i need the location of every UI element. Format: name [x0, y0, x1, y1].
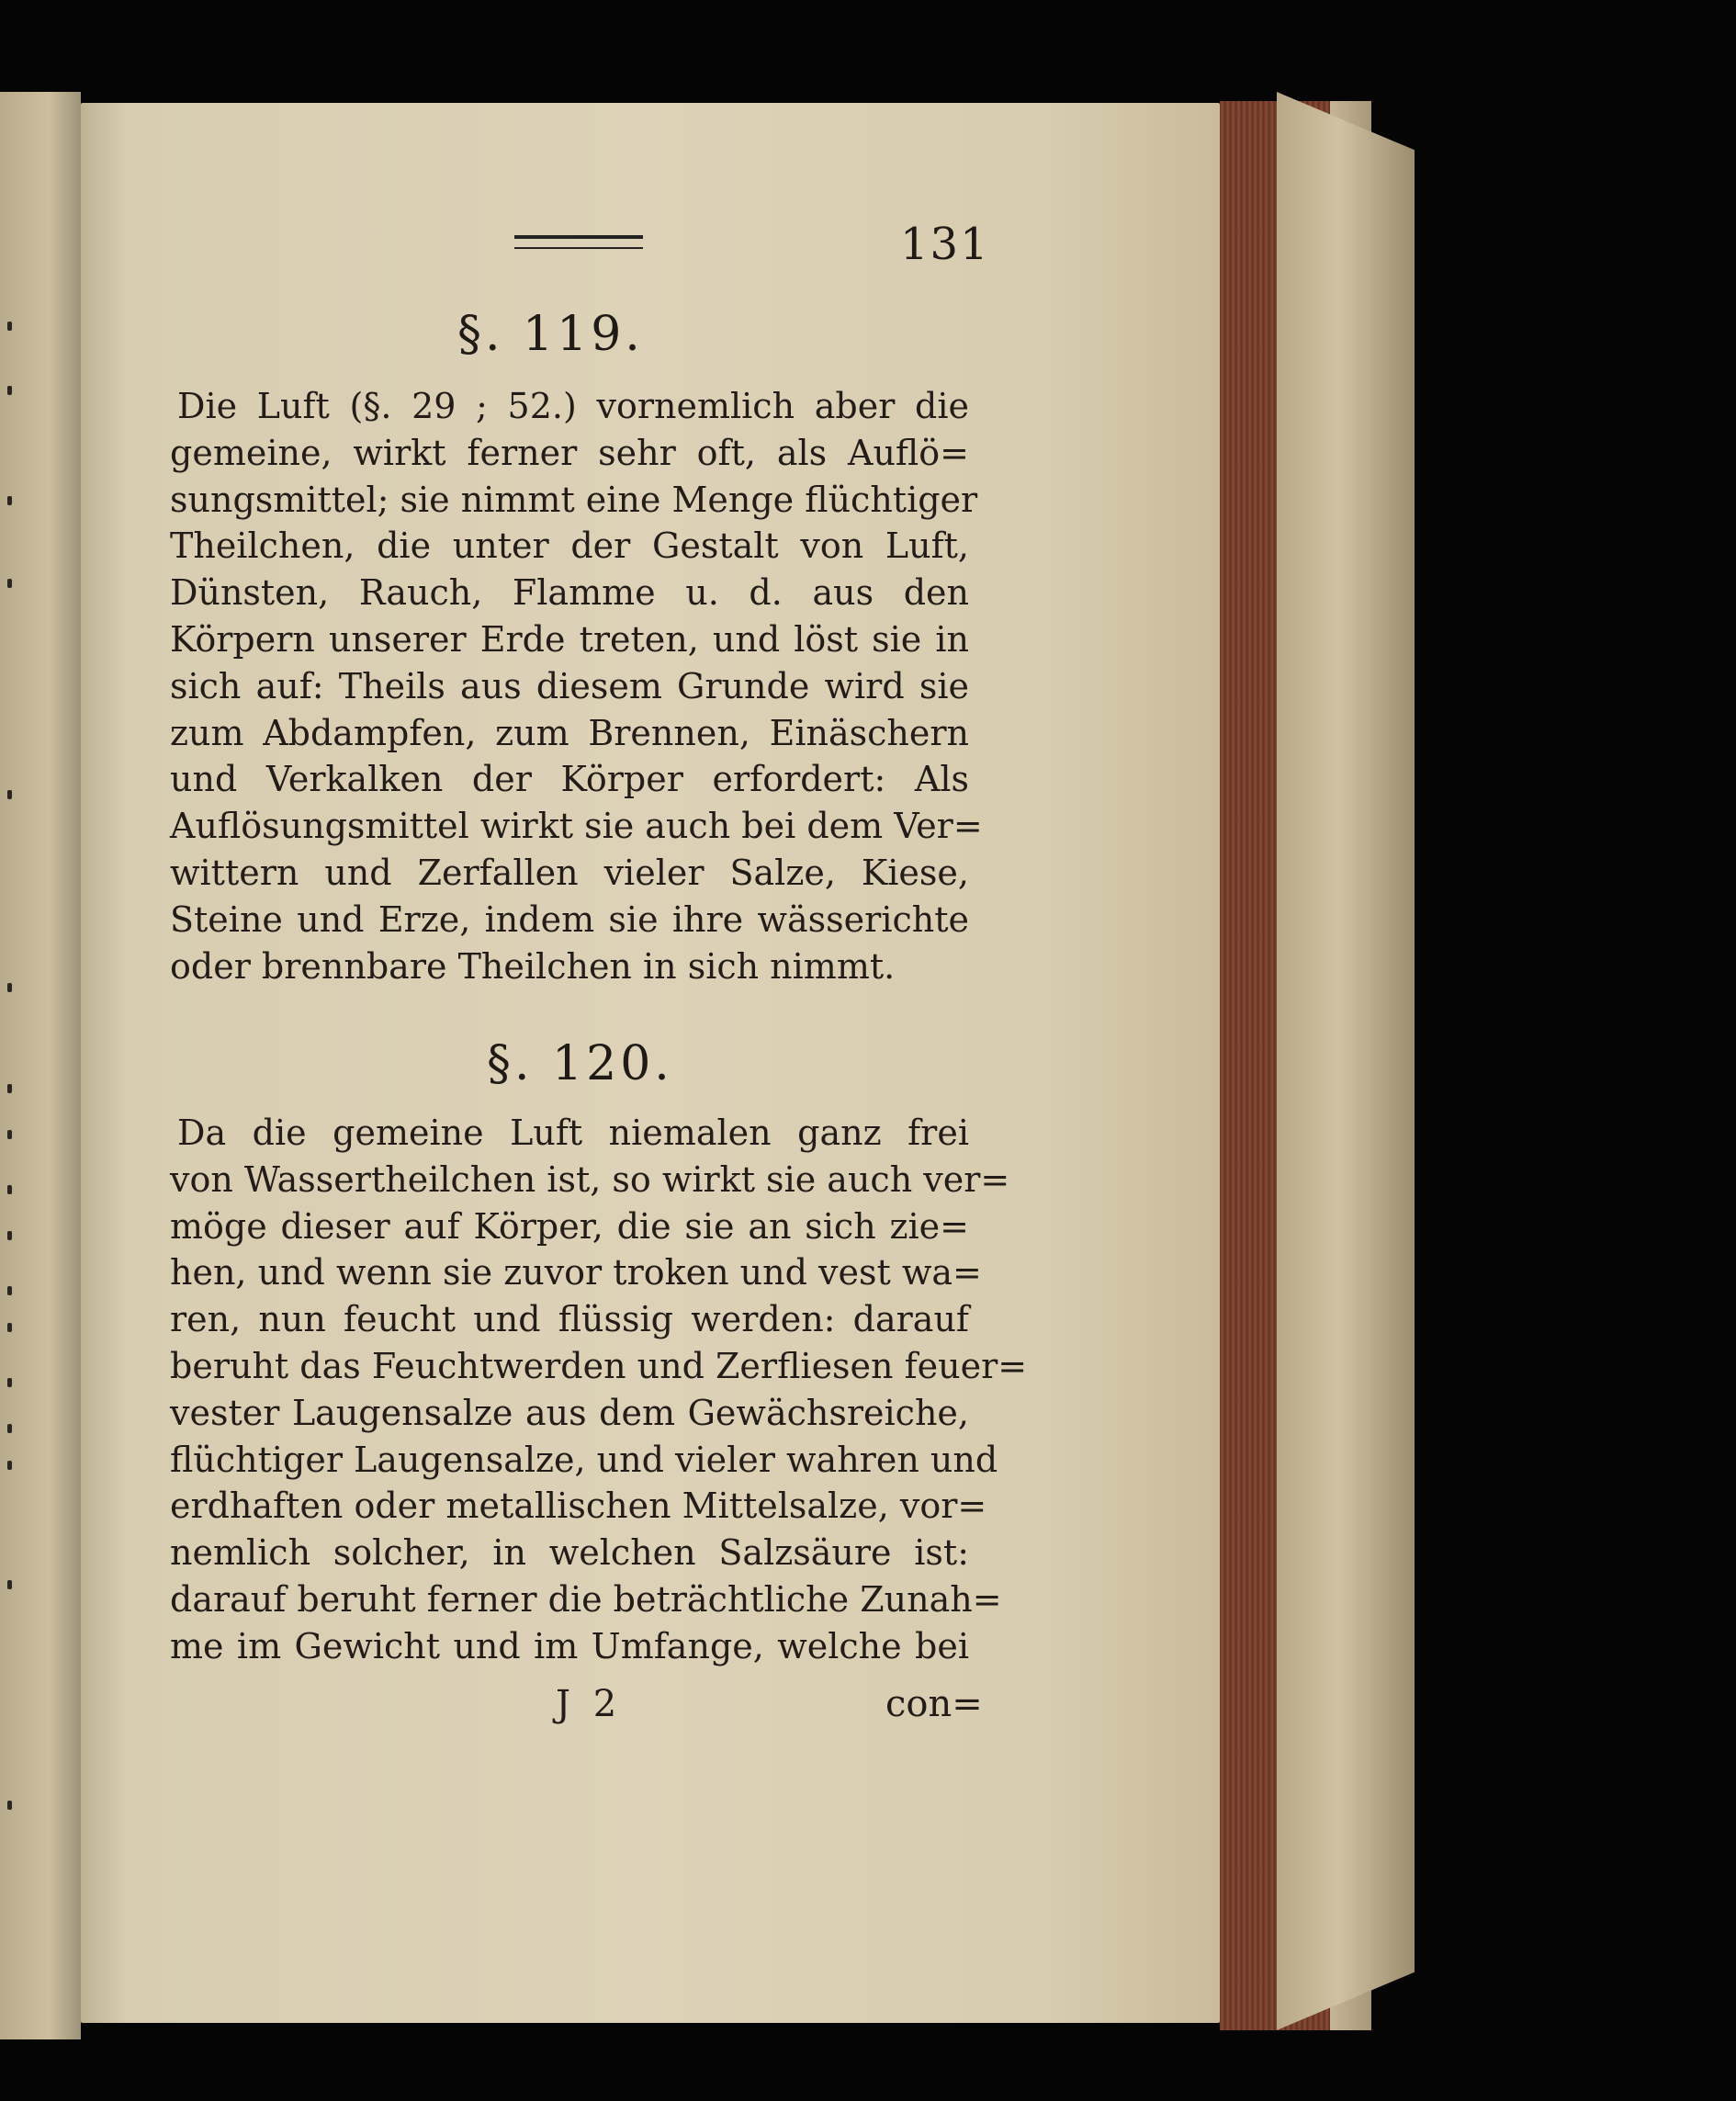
left-page-edge	[0, 92, 81, 2039]
header-rule	[514, 235, 643, 249]
page-number: 131	[900, 219, 990, 270]
text-line: zum Abdampfen, zum Brennen, Einäschern	[170, 712, 969, 753]
text-line: vester Laugensalze aus dem Gewächsreiche,	[170, 1392, 969, 1433]
text-line: beruht das Feuchtwerden und Zerfliesen feuer=	[170, 1345, 1028, 1386]
section-body	[170, 383, 983, 989]
section-heading: §. 119.	[457, 307, 644, 362]
text-line: sungsmittel; sie nimmt eine Menge flüchtiger	[170, 479, 978, 520]
text-line: Die Luft (§. 29 ; 52.) vornemlich aber die	[177, 386, 969, 426]
text-line: Körpern unserer Erde treten, und löst sie in	[170, 618, 969, 660]
text-line: darauf beruht ferner die beträchtliche Zunah=	[170, 1578, 1002, 1620]
text-line: gemeine, wirkt ferner sehr oft, als Auflö=	[170, 432, 969, 473]
text-line: flüchtiger Laugensalze, und vieler wahren und	[170, 1439, 998, 1480]
text-line: erdhaften oder metallischen Mittelsalze, vor=	[170, 1485, 987, 1527]
text-line: wittern und Zerfallen vieler Salze, Kiese,	[170, 852, 969, 893]
text-line: Steine und Erze, indem sie ihre wässerichte	[170, 898, 969, 940]
text-line: Theilchen, die unter der Gestalt von Luft,	[170, 525, 969, 567]
signature-mark: J 2	[556, 1683, 623, 1725]
text-line: Dünsten, Rauch, Flamme u. d. aus den	[170, 572, 969, 614]
text-line: me im Gewicht und im Umfange, welche bei	[170, 1625, 969, 1666]
book-cover-edge	[1277, 92, 1415, 2030]
text-line: sich auf: Theils aus diesem Grunde wird sie	[170, 665, 969, 706]
section-heading: §. 120.	[487, 1036, 673, 1091]
text-line: Auflösungsmittel wirkt sie auch bei dem Ver=	[170, 806, 983, 847]
text-line: und Verkalken der Körper erfordert: Als	[170, 759, 969, 800]
text-line: Da die gemeine Luft niemalen ganz frei	[177, 1113, 969, 1153]
catchword: con=	[885, 1683, 983, 1725]
text-line: möge dieser auf Körper, die sie an sich zie=	[170, 1205, 969, 1247]
text-line: oder brennbare Theilchen in sich nimmt.	[170, 945, 896, 987]
section-body	[170, 1110, 1028, 1670]
text-line: ren, nun feucht und flüssig werden: darauf	[170, 1299, 969, 1340]
text-line: nemlich solcher, in welchen Salzsäure ist:	[170, 1532, 969, 1574]
text-line: von Wassertheilchen ist, so wirkt sie auch ver=	[170, 1158, 1010, 1200]
text-line: hen, und wenn sie zuvor troken und vest wa=	[170, 1252, 982, 1293]
